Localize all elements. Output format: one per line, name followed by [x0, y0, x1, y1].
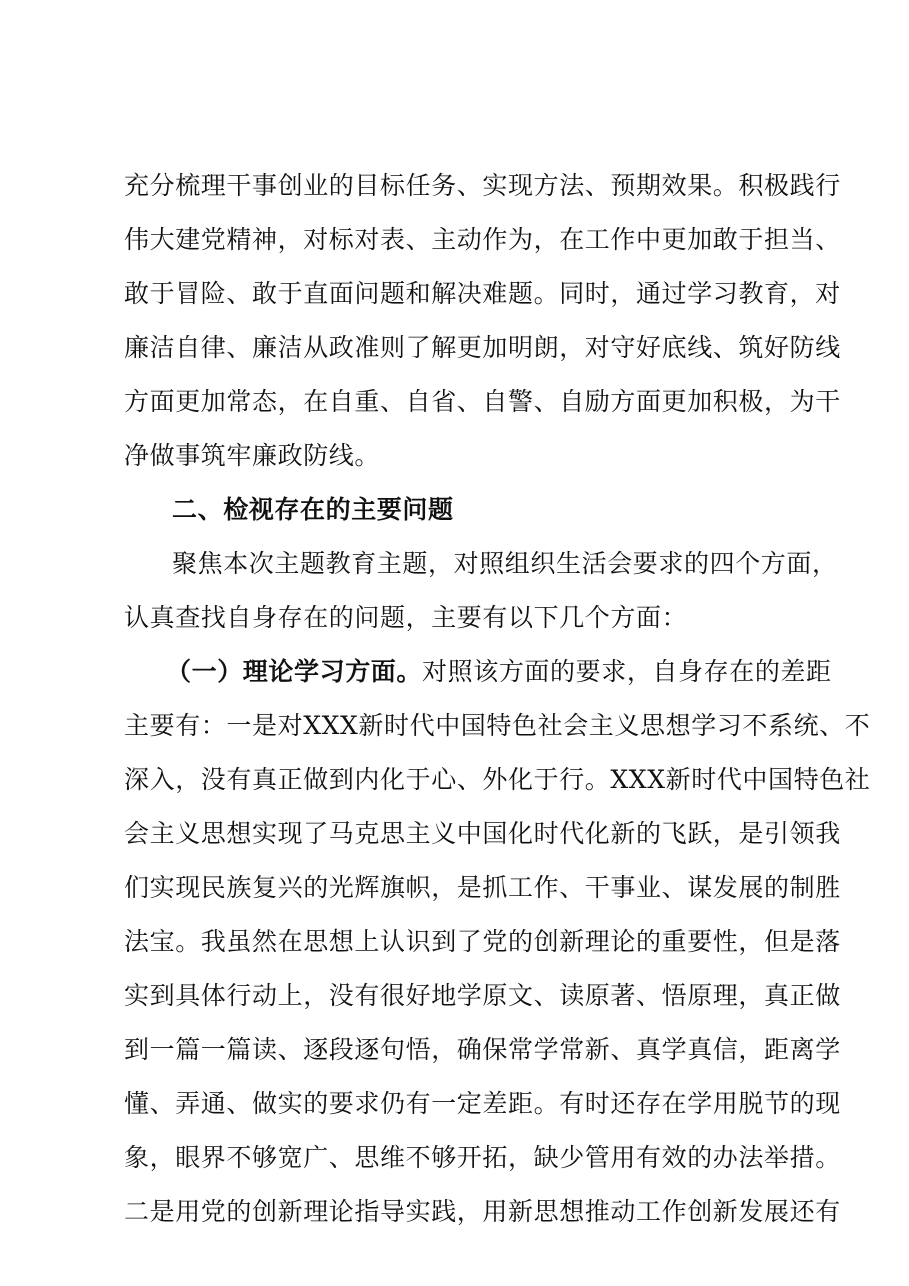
paragraph-line-17: 象，眼界不够宽广、思维不够开拓，缺少管用有效的办法举措。: [124, 1143, 841, 1172]
paragraph-line-10: 深入，没有真正做到内化于心、外化于行。XXX新时代中国特色社: [124, 765, 871, 794]
paragraph-line-3: 敢于冒险、敢于直面问题和解决难题。同时，通过学习教育，对: [124, 279, 841, 308]
subsection-line: [166, 654, 866, 690]
paragraph-line-9: 主要有：一是对XXX新时代中国特色社会主义思想学习不系统、不: [124, 711, 871, 740]
paragraph-line-14: 实到具体行动上，没有很好地学原文、读原著、悟原理，真正做: [124, 981, 841, 1010]
paragraph-line-8: 认真查找自身存在的问题，主要有以下几个方面：: [124, 603, 688, 632]
paragraph-line-16: 懂、弄通、做实的要求仍有一定差距。有时还存在学用脱节的现: [124, 1089, 841, 1118]
section-heading: 二、检视存在的主要问题: [172, 495, 454, 524]
paragraph-line-6: 净做事筑牢廉政防线。: [124, 441, 381, 470]
paragraph-line-7: 聚焦本次主题教育主题，对照组织生活会要求的四个方面，: [172, 549, 838, 578]
paragraph-line-11: 会主义思想实现了马克思主义中国化时代化新的飞跃，是引领我: [124, 819, 841, 848]
paragraph-line-2: 伟大建党精神，对标对表、主动作为，在工作中更加敢于担当、: [124, 225, 841, 254]
paragraph-line-4: 廉洁自律、廉洁从政准则了解更加明朗，对守好底线、筑好防线: [124, 333, 841, 362]
subsection-heading: （一）理论学习方面。: [166, 657, 423, 686]
paragraph-line-12: 们实现民族复兴的光辉旗帜，是抓工作、干事业、谋发展的制胜: [124, 873, 841, 902]
paragraph-line-15: 到一篇一篇读、逐段逐句悟，确保常学常新、真学真信，距离学: [124, 1035, 841, 1064]
subsection-text: 对照该方面的要求，自身存在的差距: [422, 657, 832, 686]
paragraph-line-18: 二是用党的创新理论指导实践，用新思想推动工作创新发展还有: [124, 1197, 841, 1226]
paragraph-line-5: 方面更加常态，在自重、自省、自警、自励方面更加积极，为干: [124, 387, 841, 416]
paragraph-line-13: 法宝。我虽然在思想上认识到了党的创新理论的重要性，但是落: [124, 927, 841, 956]
paragraph-line-1: 充分梳理干事创业的目标任务、实现方法、预期效果。积极践行: [124, 171, 841, 200]
